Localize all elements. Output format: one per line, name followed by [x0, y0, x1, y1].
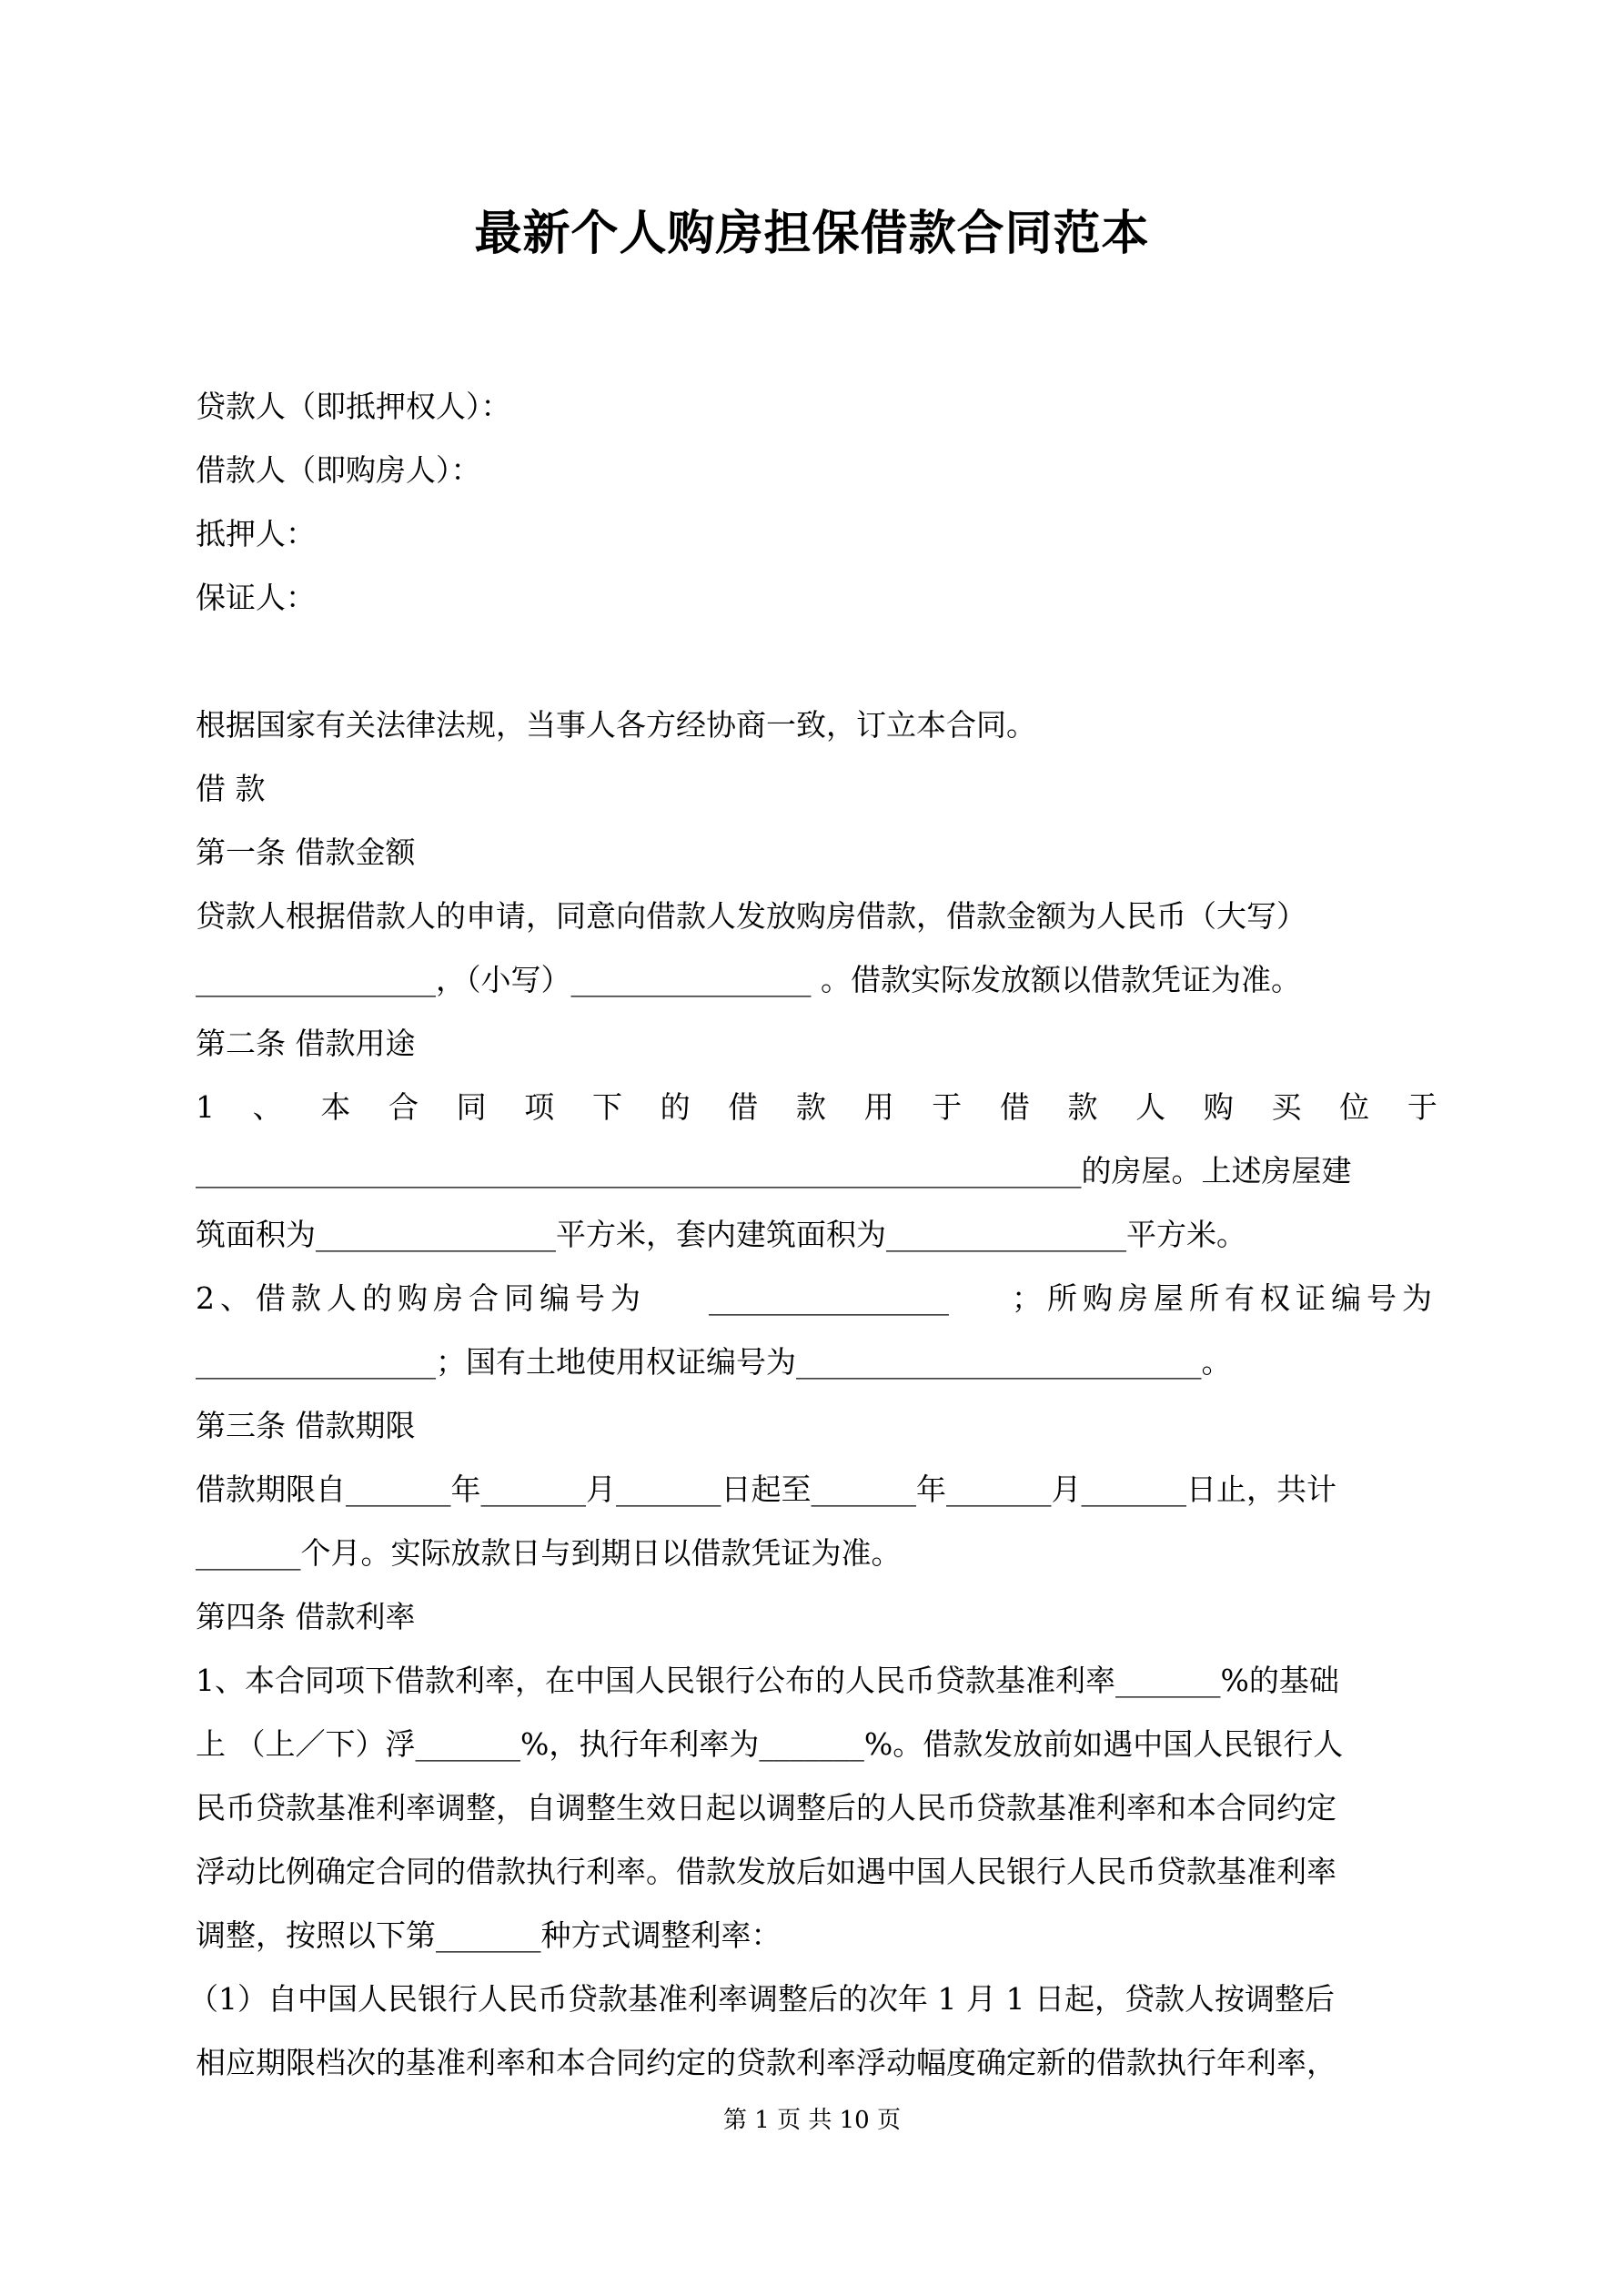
house-location-blank[interactable]: ___________________________________________________________ [196, 1153, 1082, 1188]
guarantor-line: 保证人： [196, 580, 316, 615]
start-month-blank[interactable]: _______ [480, 1472, 586, 1507]
article-4-heading: 第四条 借款利率 [196, 1599, 416, 1634]
article-3-line-2: _______个月。实际放款日与到期日以借款凭证为准。 [196, 1535, 902, 1571]
land-cert-no-blank[interactable]: ___________________________ [796, 1344, 1202, 1380]
page-footer: 第 1 页 共 10 页 [723, 2107, 901, 2134]
mortgagor-line: 抵押人： [196, 516, 316, 551]
article-2-heading: 第二条 借款用途 [196, 1026, 416, 1061]
purchase-contract-no-blank[interactable]: ________________ [709, 1280, 949, 1316]
article-2-location-line: ___________________________________________________________的房屋。上述房屋建 [196, 1153, 1352, 1188]
article-4-line-2: 上 （上／下）浮_______%，执行年利率为_______%。借款发放前如遇中国人民银行人 [196, 1726, 1344, 1762]
article-1-line-2: ________________，（小写）________________ 。借款实际发放额以借款凭证为准。 [196, 962, 1301, 997]
article-4-line-1: 1、本合同项下借款利率，在中国人民银行公布的人民币贷款基准利率_______%的基础 [196, 1663, 1339, 1698]
ownership-cert-no-blank[interactable]: ________________ [196, 1344, 436, 1380]
lender-line: 贷款人（即抵押权人）： [196, 389, 511, 424]
article-1-line-1: 贷款人根据借款人的申请，同意向借款人发放购房借款，借款金额为人民币（大写） [196, 898, 1306, 934]
section-heading: 借 款 [196, 771, 266, 806]
contract-body [188, 375, 1437, 2095]
article-4-line-5: 调整，按照以下第_______种方式调整利率： [196, 1917, 782, 1953]
adjust-method-blank[interactable]: _______ [436, 1917, 541, 1953]
end-year-blank[interactable]: _______ [811, 1472, 916, 1507]
preamble: 根据国家有关法律法规，当事人各方经协商一致，订立本合同。 [196, 707, 1036, 743]
article-2-item-1: 1 、 本 合 同 项 下 的 借 款 用 于 借 款 人 购 买 位 于 [196, 1089, 1437, 1125]
borrower-line: 借款人（即购房人）： [196, 452, 481, 488]
base-rate-blank[interactable]: _______ [1115, 1663, 1221, 1698]
article-4-option-1-line-2: 相应期限档次的基准利率和本合同约定的贷款利率浮动幅度确定新的借款执行年利率， [196, 2045, 1337, 2080]
article-4-option-1-line-1: （1）自中国人民银行人民币贷款基准利率调整后的次年 1 月 1 日起，贷款人按调整后 [188, 1981, 1335, 2017]
annual-rate-blank[interactable]: _______ [759, 1726, 864, 1762]
article-4-line-3: 民币贷款基准利率调整，自调整生效日起以调整后的人民币贷款基准利率和本合同约定 [196, 1790, 1337, 1826]
amount-uppercase-blank[interactable]: ________________ [196, 962, 436, 997]
total-months-blank[interactable]: _______ [196, 1535, 301, 1571]
article-3-line-1: 借款期限自_______年_______月_______日起至_______年_______月_______日止，共计 [196, 1472, 1337, 1507]
spacer [196, 630, 1437, 693]
end-day-blank[interactable]: _______ [1081, 1472, 1186, 1507]
article-3-heading: 第三条 借款期限 [196, 1408, 416, 1443]
start-year-blank[interactable]: _______ [346, 1472, 451, 1507]
inner-area-blank[interactable]: ________________ [886, 1217, 1126, 1252]
article-1-heading: 第一条 借款金额 [196, 834, 416, 870]
document-title: 最新个人购房担保借款合同范本 [474, 206, 1150, 261]
amount-lowercase-blank[interactable]: ________________ [570, 962, 812, 997]
end-month-blank[interactable]: _______ [946, 1472, 1052, 1507]
start-day-blank[interactable]: _______ [616, 1472, 721, 1507]
building-area-blank[interactable]: ________________ [316, 1217, 556, 1252]
article-2-item-2: 2、借款人的购房合同编号为 ________________ ；所购房屋所有权证编号为 [196, 1267, 1437, 1330]
article-4-line-4: 浮动比例确定合同的借款执行利率。借款发放后如遇中国人民银行人民币贷款基准利率 [196, 1854, 1337, 1889]
float-rate-blank[interactable]: _______ [415, 1726, 520, 1762]
article-2-area-line: 筑面积为________________平方米，套内建筑面积为________________平方米。 [196, 1217, 1246, 1252]
article-2-certificates-line: ________________；国有土地使用权证编号为___________________________。 [196, 1344, 1232, 1380]
